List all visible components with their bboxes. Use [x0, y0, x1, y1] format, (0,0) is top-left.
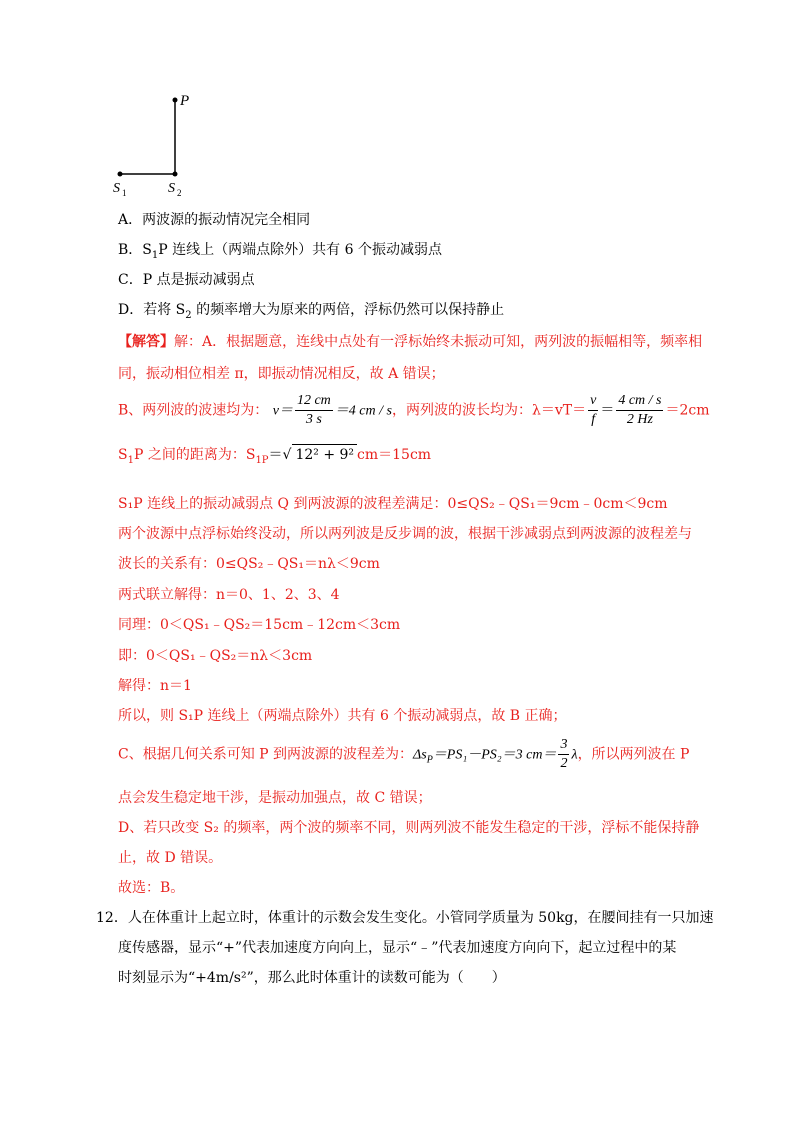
l4-sub: 1: [127, 454, 134, 466]
solution-line-2: 同，振动相位相差 π，即振动情况相反，故 A 错误；: [118, 366, 445, 382]
l4-mid: P 之间的距离为：S: [133, 447, 256, 463]
solution-line-3: [118, 392, 710, 430]
option-c: C．P 点是振动减弱点: [118, 272, 255, 288]
option-b-post: P 连线上（两端点除外）共有 6 个振动减弱点: [158, 242, 442, 258]
l13-lambda: λ: [571, 747, 578, 763]
question-12-line-2: 度传感器，显示“+”代表加速度方向向上，显示“﹣”代表加速度方向向下，起立过程中的某: [118, 940, 677, 956]
question-12-line-3: 时刻显示为“+4m/s²”，那么此时体重计的读数可能为（ ）: [118, 970, 506, 986]
l13-end: ，所以两列波在 P: [577, 746, 690, 763]
solution-line-4: [118, 444, 431, 471]
option-d-post: 的频率增大为原来的两倍，浮标仍然可以保持静止: [191, 302, 505, 318]
solution-line-11: 解得：n＝1: [118, 678, 192, 694]
solution-line-7: 波长的关系有：0≤QS₂﹣QS₁＝nλ＜9cm: [118, 556, 380, 572]
solution-line-16: 止，故 D 错误。: [118, 850, 223, 866]
l13-equation: ＝PS₁－PS₂＝3 cm＝: [432, 747, 557, 763]
option-d-sub: 2: [185, 309, 192, 321]
sqrt-radicand: 12² + 9²: [292, 444, 357, 465]
question-12-line-1: 12．人在体重计上起立时，体重计的示数会发生变化。小管同学质量为 50kg，在腰间挂有一只加速: [96, 910, 714, 926]
l13-delta-s: Δs: [413, 747, 427, 763]
frac4-den: 2: [560, 756, 568, 771]
fraction-wavelength: [616, 392, 663, 429]
l4-sub2: 1P: [255, 454, 269, 466]
option-d-pre: D．若将 S: [118, 302, 186, 318]
l3-pre: B、两列波的波速均为：: [118, 402, 269, 419]
l13-sub-p: P: [426, 754, 433, 766]
solution-line-5: S₁P 连线上的振动减弱点 Q 到两波源的波程差满足：0≤QS₂﹣QS₁＝9cm﹣0cm＜9cm: [118, 496, 668, 512]
fraction-v-over-f: [588, 392, 598, 429]
point-s1: [118, 172, 123, 177]
solution-line-1: [118, 332, 702, 352]
sqrt-sign: √: [282, 447, 292, 463]
frac1-den: 3 s: [305, 412, 322, 427]
option-b: [118, 240, 442, 266]
solution-line-8: 两式联立解得：n＝0、1、2、3、4: [118, 587, 340, 603]
label-s2-sub: 2: [177, 188, 182, 198]
fraction-three-halves: [558, 736, 569, 773]
frac1-num: 12 cm: [295, 392, 333, 411]
l4-pre: S: [118, 447, 128, 463]
frac3-den: 2 Hz: [626, 412, 653, 427]
label-s1: S: [113, 181, 120, 196]
frac4-num: 3: [558, 736, 569, 755]
l3-end: ＝2cm: [665, 402, 710, 419]
solution-line-17: 故选：B。: [118, 880, 185, 896]
solution-line-9: 同理：0＜QS₁﹣QS₂＝15cm﹣12cm＜3cm: [118, 617, 401, 633]
frac2-den: f: [591, 412, 596, 427]
solution-line-12: 所以，则 S₁P 连线上（两端点除外）共有 6 个振动减弱点，故 B 正确；: [118, 708, 567, 724]
frac3-num: 4 cm / s: [616, 392, 663, 411]
solution-line-14: 点会发生稳定地干涉，是振动加强点，故 C 错误；: [118, 790, 432, 806]
solution-tag: 【解答】: [118, 334, 174, 350]
option-b-pre: B．S: [118, 242, 152, 258]
solution-line-13: [118, 736, 689, 778]
label-p: P: [180, 93, 190, 109]
option-a: A．两波源的振动情况完全相同: [118, 212, 311, 228]
l4-end: cm＝15cm: [357, 447, 432, 463]
l13-pre: C、根据几何关系可知 P 到两波源的波程差为：: [118, 746, 414, 763]
l3-eq: ＝: [600, 402, 615, 419]
l4-eq: ＝: [268, 447, 283, 463]
point-s2: [173, 172, 178, 177]
solution-line-6: 两个波源中点浮标始终没动，所以两列波是反步调的波，根据干涉减弱点到两波源的波程差与: [118, 526, 692, 542]
solution-line-15: D、若只改变 S₂ 的频率，两个波的频率不同，则两列波不能发生稳定的干涉，浮标不能保持静: [118, 820, 700, 836]
l3-mid: ，两列波的波长均为：λ＝vT＝: [391, 402, 587, 419]
option-b-sub: 1: [151, 249, 159, 261]
label-s2: S: [168, 181, 175, 196]
frac2-num: v: [588, 392, 598, 411]
solution-line-10: 即：0＜QS₁﹣QS₂＝nλ＜3cm: [118, 648, 313, 664]
wave-source-diagram: [100, 88, 210, 200]
solution-l1-text: 解：A．根据题意，连线中点处有一浮标始终未振动可知，两列波的振幅相等，频率相: [174, 334, 703, 350]
option-d: [118, 300, 504, 326]
fraction-velocity: [295, 392, 333, 429]
l3-v: v＝: [272, 403, 293, 419]
label-s1-sub: 1: [122, 188, 127, 198]
l3-v-result: ＝4 cm / s: [334, 403, 392, 419]
point-p: [173, 98, 178, 103]
